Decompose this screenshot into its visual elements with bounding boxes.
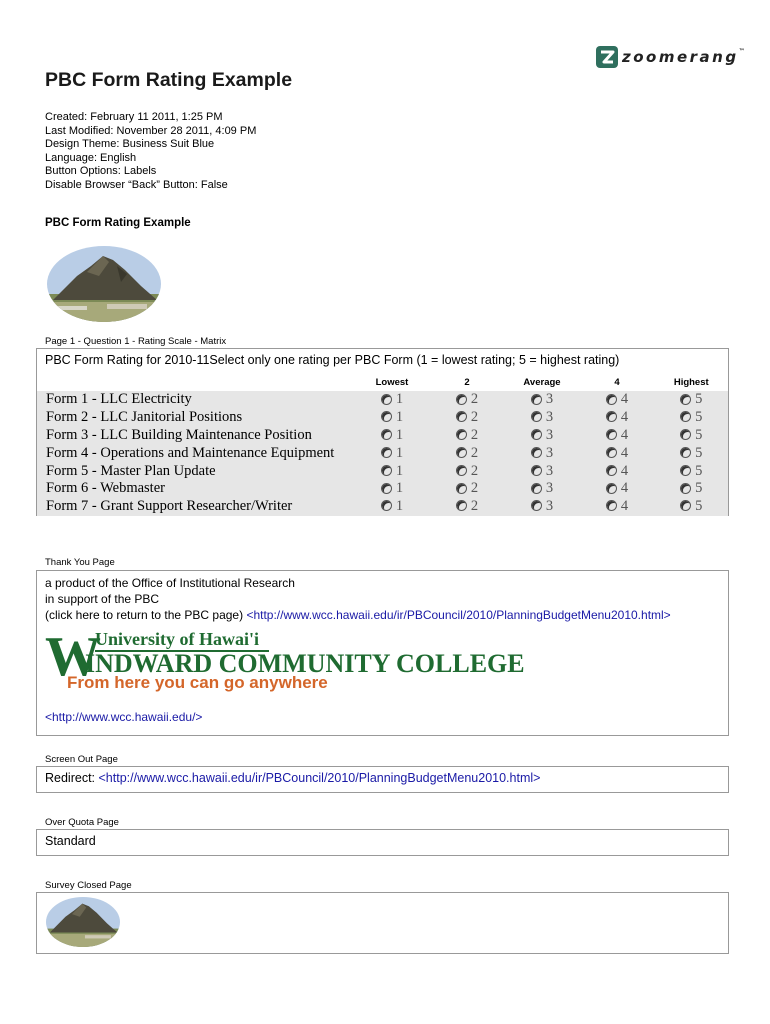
radio-button-icon[interactable] <box>606 465 617 476</box>
rating-matrix <box>36 374 729 516</box>
radio-button-icon[interactable] <box>606 394 617 405</box>
rating-option[interactable] <box>580 444 655 462</box>
rating-option[interactable] <box>505 444 580 462</box>
matrix-row <box>37 427 729 445</box>
screen-out-label: Screen Out Page <box>45 754 118 765</box>
wcc-logo-w: W <box>45 626 101 688</box>
thank-you-line-1: a product of the Office of Institutional Research <box>45 576 295 590</box>
rating-option[interactable] <box>430 427 505 445</box>
matrix-row <box>37 409 729 427</box>
screen-out-text <box>37 767 728 785</box>
rating-option-label: 3 <box>545 391 554 408</box>
radio-button-icon[interactable] <box>680 483 691 494</box>
windward-cc-logo <box>45 626 585 693</box>
radio-button-icon[interactable] <box>531 394 542 405</box>
matrix-row-label: Form 7 - Grant Support Researcher/Writer <box>46 498 293 515</box>
meta-theme: Design Theme: Business Suit Blue <box>45 138 215 150</box>
rating-option-label: 4 <box>620 409 629 426</box>
rating-option[interactable] <box>505 480 580 498</box>
meta-modified: Last Modified: November 28 2011, 4:09 PM <box>45 124 257 137</box>
rating-option[interactable] <box>655 480 729 498</box>
radio-button-icon[interactable] <box>680 500 691 511</box>
rating-option-label: 4 <box>620 444 629 461</box>
survey-meta <box>45 111 256 192</box>
rating-option[interactable] <box>505 427 580 445</box>
rating-option[interactable] <box>430 480 505 498</box>
rating-option[interactable] <box>355 498 430 516</box>
rating-option-label: 1 <box>395 444 404 461</box>
rating-option-label: 2 <box>470 462 479 479</box>
column-header-lowest: Lowest <box>355 374 430 391</box>
rating-option-label: 3 <box>545 480 554 497</box>
zoomerang-logo <box>596 46 747 68</box>
wcc-logo-name: INDWARD COMMUNITY COLLEGE <box>85 649 525 678</box>
rating-option[interactable] <box>355 427 430 445</box>
matrix-body <box>37 391 729 516</box>
meta-language: Language: English <box>45 151 137 164</box>
rating-option-label: 4 <box>620 391 629 408</box>
radio-button-icon[interactable] <box>381 394 392 405</box>
rating-option-label: 1 <box>395 462 404 479</box>
question-box <box>36 348 729 374</box>
rating-option-label: 2 <box>470 426 479 443</box>
radio-button-icon[interactable] <box>606 500 617 511</box>
radio-button-icon[interactable] <box>531 411 542 422</box>
wcc-home-link[interactable]: <http://www.wcc.hawaii.edu/> <box>45 710 203 724</box>
rating-option[interactable] <box>655 409 729 427</box>
survey-subtitle: PBC Form Rating Example <box>45 217 191 229</box>
rating-option[interactable] <box>580 480 655 498</box>
survey-closed-box <box>36 892 729 954</box>
zoomerang-z-icon <box>596 46 618 68</box>
mountain-photo <box>47 246 161 322</box>
matrix-row-label: Form 5 - Master Plan Update <box>46 462 216 479</box>
column-header-highest: Highest <box>655 374 729 391</box>
rating-option-label: 1 <box>395 409 404 426</box>
radio-button-icon[interactable] <box>606 483 617 494</box>
rating-option-label: 3 <box>545 426 554 443</box>
rating-option[interactable] <box>355 462 430 480</box>
zoomerang-wordmark: zoomerang™ <box>622 48 748 66</box>
radio-button-icon[interactable] <box>531 465 542 476</box>
rating-option-label: 4 <box>620 498 629 515</box>
radio-button-icon[interactable] <box>606 429 617 440</box>
matrix-header-row <box>37 374 729 391</box>
wcc-logo-tagline: From here you can go anywhere <box>67 673 328 692</box>
matrix-row <box>37 462 729 480</box>
matrix-row <box>37 391 729 409</box>
redirect-link[interactable]: <http://www.wcc.hawaii.edu/ir/PBCouncil/2010/PlanningBudgetMenu2010.html> <box>98 771 541 785</box>
column-header-average: Average <box>505 374 580 391</box>
rating-option[interactable] <box>430 498 505 516</box>
matrix-row-label: Form 2 - LLC Janitorial Positions <box>46 409 243 426</box>
radio-button-icon[interactable] <box>531 483 542 494</box>
radio-button-icon[interactable] <box>381 483 392 494</box>
rating-option[interactable] <box>655 444 729 462</box>
radio-button-icon[interactable] <box>456 483 467 494</box>
rating-option[interactable] <box>505 391 580 409</box>
over-quota-value: Standard <box>45 834 96 848</box>
rating-option-label: 3 <box>545 409 554 426</box>
radio-button-icon[interactable] <box>606 447 617 458</box>
rating-option[interactable] <box>355 480 430 498</box>
rating-option[interactable] <box>655 427 729 445</box>
rating-option[interactable] <box>430 462 505 480</box>
radio-button-icon[interactable] <box>381 411 392 422</box>
over-quota-box <box>36 829 729 856</box>
radio-button-icon[interactable] <box>381 429 392 440</box>
question-text: PBC Form Rating for 2010-11Select only one rating per PBC Form (1 = lowest rating; 5 = highest rating) <box>45 353 620 367</box>
rating-option-label: 4 <box>620 480 629 497</box>
rating-option[interactable] <box>505 409 580 427</box>
matrix-header-spacer <box>37 374 355 391</box>
pbc-return-link[interactable]: <http://www.wcc.hawaii.edu/ir/PBCouncil/2010/PlanningBudgetMenu2010.html> <box>246 608 671 622</box>
rating-option[interactable] <box>655 391 729 409</box>
rating-option-label: 2 <box>470 444 479 461</box>
meta-buttons: Button Options: Labels <box>45 165 157 177</box>
rating-option-label: 5 <box>695 498 703 515</box>
rating-option-label: 1 <box>395 480 404 497</box>
radio-button-icon[interactable] <box>680 411 691 422</box>
wcc-logo-university: University of Hawai'i <box>95 629 269 652</box>
mountain-photo-small <box>46 897 120 947</box>
rating-option-label: 5 <box>695 409 703 426</box>
matrix-row-label: Form 3 - LLC Building Maintenance Position <box>46 426 312 443</box>
radio-button-icon[interactable] <box>680 465 691 476</box>
rating-option[interactable] <box>580 498 655 516</box>
radio-button-icon[interactable] <box>456 465 467 476</box>
meta-back-button: Disable Browser “Back” Button: False <box>45 178 228 191</box>
radio-button-icon[interactable] <box>680 394 691 405</box>
radio-button-icon[interactable] <box>456 500 467 511</box>
matrix-row-label: Form 4 - Operations and Maintenance Equipment <box>46 444 335 461</box>
rating-option-label: 5 <box>695 480 703 497</box>
page-title: PBC Form Rating Example <box>45 69 293 91</box>
rating-option-label: 3 <box>545 498 554 515</box>
radio-button-icon[interactable] <box>381 500 392 511</box>
radio-button-icon[interactable] <box>680 447 691 458</box>
rating-option[interactable] <box>355 444 430 462</box>
radio-button-icon[interactable] <box>531 447 542 458</box>
radio-button-icon[interactable] <box>531 429 542 440</box>
rating-option[interactable] <box>580 427 655 445</box>
matrix-row-label: Form 6 - Webmaster <box>46 480 165 497</box>
rating-option-label: 3 <box>545 462 554 479</box>
radio-button-icon[interactable] <box>381 465 392 476</box>
rating-option-label: 1 <box>395 498 404 515</box>
radio-button-icon[interactable] <box>456 447 467 458</box>
matrix-row <box>37 444 729 462</box>
radio-button-icon[interactable] <box>381 447 392 458</box>
radio-button-icon[interactable] <box>456 411 467 422</box>
redirect-prefix: Redirect: <box>45 771 99 785</box>
matrix-row <box>37 480 729 498</box>
matrix-row <box>37 498 729 516</box>
rating-option-label: 2 <box>470 498 479 515</box>
rating-option-label: 2 <box>470 409 479 426</box>
rating-option-label: 3 <box>545 444 554 461</box>
rating-option[interactable] <box>580 462 655 480</box>
radio-button-icon[interactable] <box>456 429 467 440</box>
rating-option[interactable] <box>430 444 505 462</box>
rating-option[interactable] <box>430 409 505 427</box>
thank-you-line-3 <box>45 607 671 623</box>
radio-button-icon[interactable] <box>680 429 691 440</box>
thank-you-text <box>45 575 671 623</box>
rating-option[interactable] <box>505 498 580 516</box>
rating-option[interactable] <box>355 409 430 427</box>
rating-option[interactable] <box>430 391 505 409</box>
over-quota-label: Over Quota Page <box>45 817 119 828</box>
rating-option-label: 2 <box>470 480 479 497</box>
rating-option-label: 5 <box>695 391 703 408</box>
column-header-4: 4 <box>580 374 655 391</box>
thank-you-line-2: in support of the PBC <box>45 592 160 606</box>
matrix-row-label: Form 1 - LLC Electricity <box>46 391 192 408</box>
meta-created: Created: February 11 2011, 1:25 PM <box>45 111 223 123</box>
column-header-2: 2 <box>430 374 505 391</box>
rating-option-label: 5 <box>695 462 703 479</box>
rating-option-label: 5 <box>695 426 703 443</box>
question-label: Page 1 - Question 1 - Rating Scale - Matrix <box>45 336 227 347</box>
rating-option[interactable] <box>505 462 580 480</box>
thank-you-label: Thank You Page <box>45 557 115 568</box>
rating-option[interactable] <box>655 462 729 480</box>
rating-option[interactable] <box>580 391 655 409</box>
radio-button-icon[interactable] <box>606 411 617 422</box>
rating-option-label: 4 <box>620 426 629 443</box>
radio-button-icon[interactable] <box>531 500 542 511</box>
rating-option-label: 5 <box>695 444 703 461</box>
rating-option-label: 2 <box>470 391 479 408</box>
rating-option-label: 1 <box>395 426 404 443</box>
survey-closed-label: Survey Closed Page <box>45 880 132 891</box>
radio-button-icon[interactable] <box>456 394 467 405</box>
return-prefix: (click here to return to the PBC page) <box>45 608 247 622</box>
rating-option[interactable] <box>355 391 430 409</box>
rating-option-label: 4 <box>620 462 629 479</box>
rating-option-label: 1 <box>395 391 404 408</box>
rating-option[interactable] <box>655 498 729 516</box>
screen-out-box <box>36 766 729 793</box>
rating-option[interactable] <box>580 409 655 427</box>
